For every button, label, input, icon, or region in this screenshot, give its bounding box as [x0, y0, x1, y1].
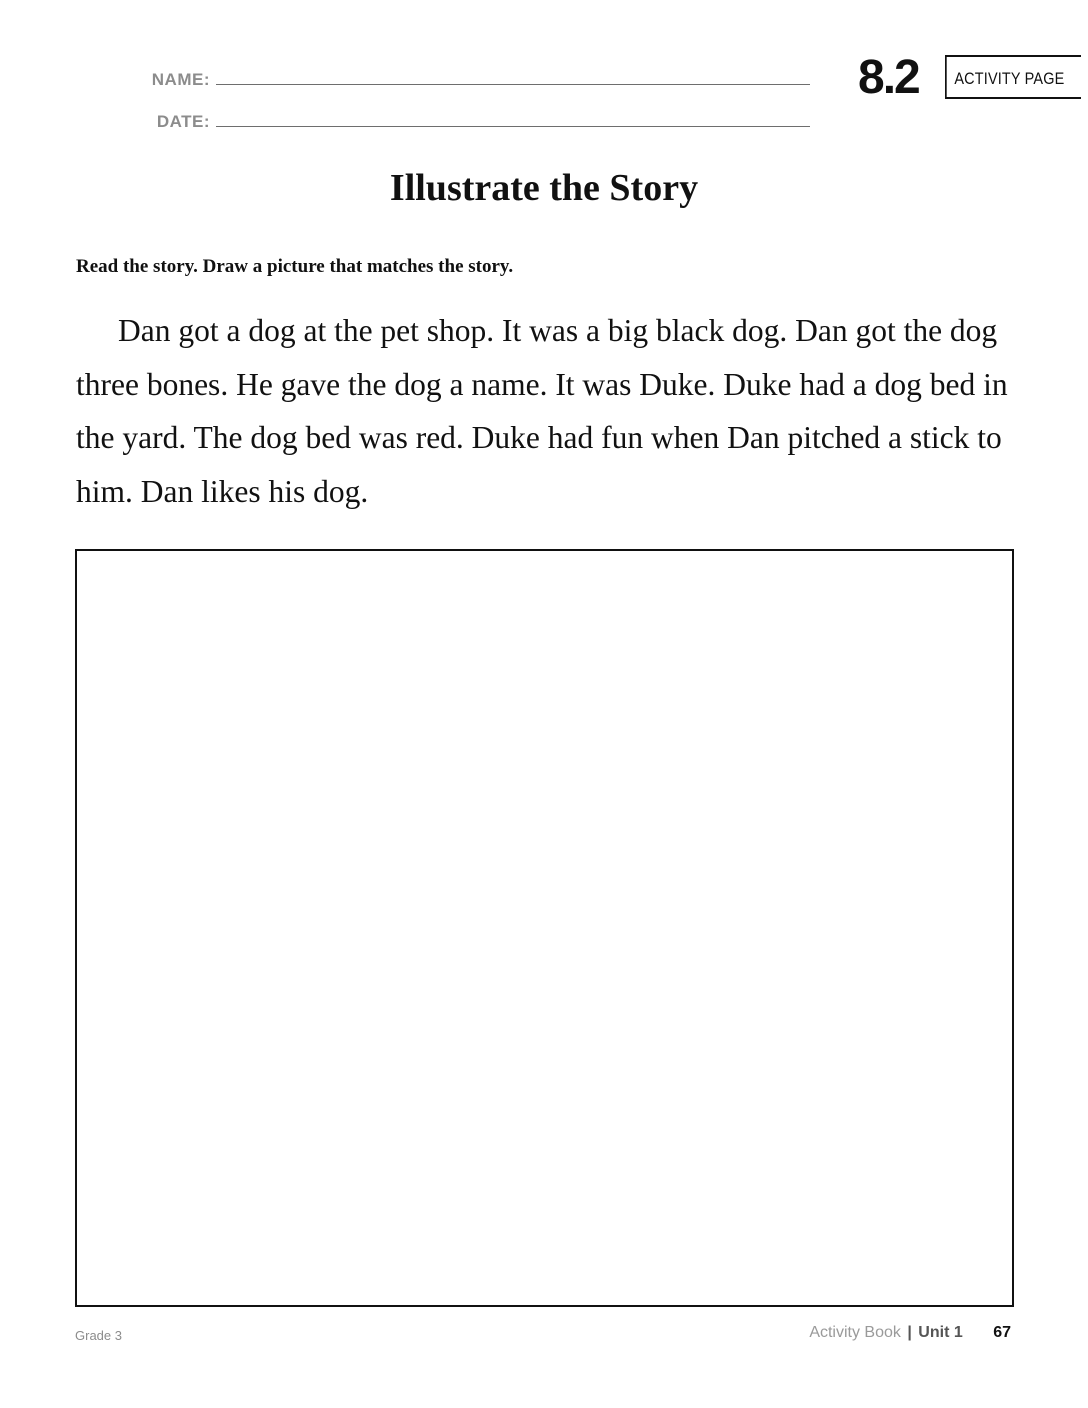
- date-line[interactable]: [216, 126, 810, 127]
- date-label: DATE:: [156, 112, 210, 131]
- footer-unit: Unit 1: [918, 1324, 963, 1341]
- name-line[interactable]: [216, 84, 810, 85]
- drawing-box[interactable]: [75, 549, 1014, 1307]
- footer-book-info: [809, 1324, 1011, 1342]
- page-title: Illustrate the Story: [389, 167, 699, 209]
- activity-page-tag: [945, 55, 1081, 99]
- story-text: Dan got a dog at the pet shop. It was a big black dog. Dan got the dog three bones. He gave the dog a name. It was Duke. Duke had a dog bed in the yard. The dog bed was red. Duke had fun when Dan pitched a stick to him. Dan likes his dog.: [76, 313, 1008, 509]
- activity-number: 8.2: [858, 51, 919, 104]
- activity-page-label: ACTIVITY PAGE: [954, 69, 1065, 88]
- name-label: NAME:: [151, 70, 210, 89]
- footer-book: Activity Book: [809, 1324, 901, 1341]
- footer-grade: Grade 3: [75, 1328, 122, 1343]
- footer-page-number: 67: [993, 1324, 1011, 1341]
- instructions: Read the story. Draw a picture that matches the story.: [76, 256, 514, 277]
- footer-separator: |: [907, 1324, 912, 1341]
